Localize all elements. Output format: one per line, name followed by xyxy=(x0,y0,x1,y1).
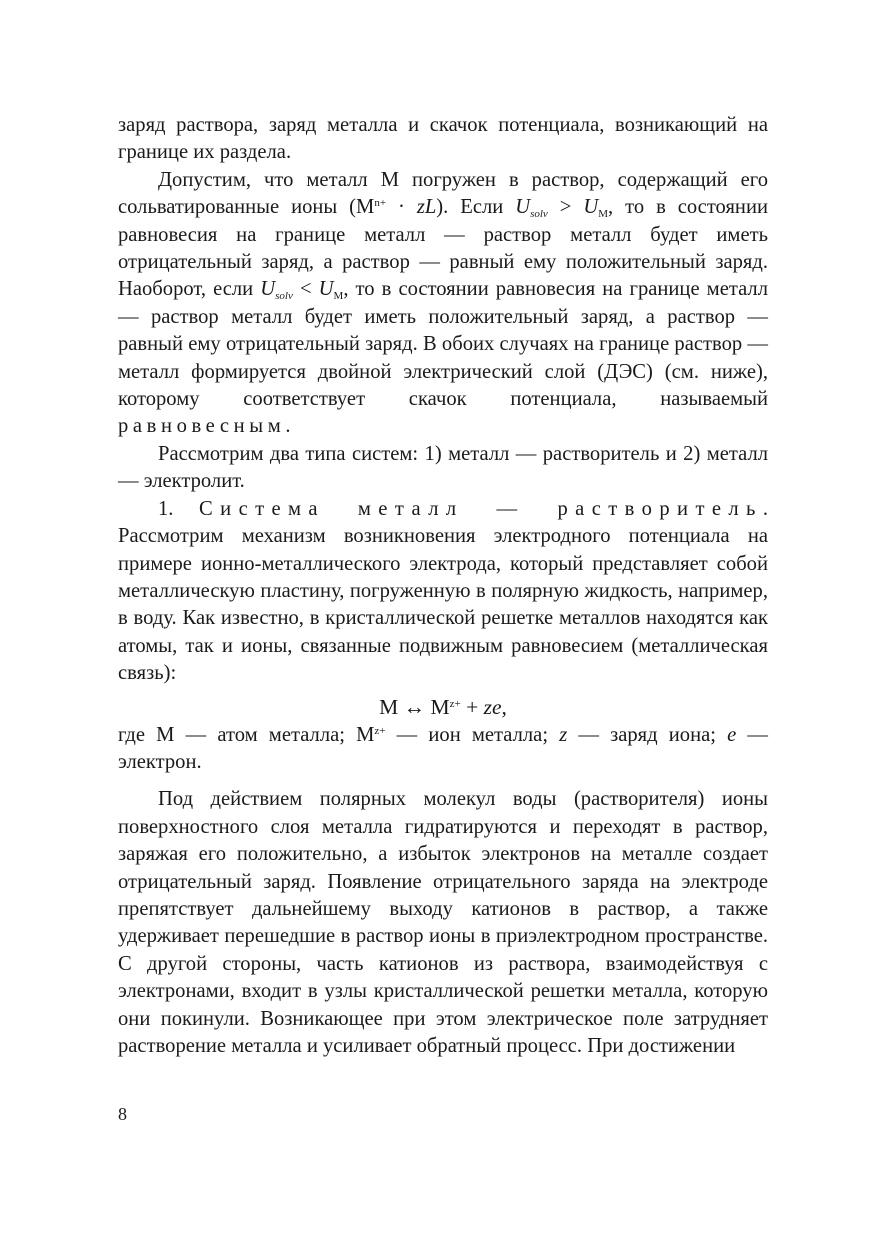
equation-part: М ↔ М xyxy=(379,694,450,719)
text-run: — электрон. xyxy=(118,723,769,773)
equation xyxy=(118,693,768,721)
text-run: > xyxy=(547,196,584,219)
section-heading: Система металл — растворитель xyxy=(199,497,763,520)
text-run: , то в состоянии равновесия на границе металл — раствор металл будет иметь отрицательный заряд, а раствор — равный ему положительный заряд. Наоборот, если xyxy=(118,196,768,301)
text-run: ). Если xyxy=(436,196,516,219)
section-number: 1. xyxy=(158,497,200,520)
italic-symbol: ze xyxy=(483,694,502,719)
italic-symbol: z xyxy=(559,723,568,746)
paragraph-3: Рассмотрим два типа систем: 1) металл — растворитель и 2) металл — электролит. xyxy=(118,442,768,493)
text-run: — заряд иона; xyxy=(567,723,728,746)
superscript: z+ xyxy=(374,724,386,737)
text-run: — ион металла; xyxy=(385,723,560,746)
paragraph-2 xyxy=(118,167,768,441)
text-run: · xyxy=(386,196,417,219)
equation-part: + xyxy=(460,694,484,719)
italic-symbol: e xyxy=(727,723,737,746)
superscript: n+ xyxy=(374,197,387,210)
subscript: solv xyxy=(530,208,548,221)
paragraph-5 xyxy=(118,722,768,777)
paragraph-4 xyxy=(118,496,768,688)
text-run: < xyxy=(292,278,319,301)
italic-symbol: zL xyxy=(416,196,437,219)
page-body xyxy=(118,112,768,1060)
italic-symbol: U xyxy=(260,278,276,301)
paragraph-6: Под действием полярных молекул воды (растворителя) ионы поверхностного слоя металла гидратируются и переходят в раствор, заряжая его положительно, а избыток электронов на металле создает отрицательный заряд. Появление отрицательного заряда на электроде препятствует дальнейшему выходу катионов в раствор, а также удерживает перешедшие в раствор ионы в приэлектродном пространстве. С другой стороны, часть катионов из раствора, взаимодействуя с электронами, входит в узлы кристаллической решетки металла, которую они покинули. Возникающее при этом электрическое поле затрудняет растворение металла и усиливает обратный процесс. При достижении xyxy=(118,788,768,1057)
text-run: . Рассмотрим механизм возникновения электродного потенциала на примере ионно-металлического электрода, который представляет собой металлическую пластину, погруженную в полярную жидкость, например, в воду. Как известно, в кристаллической решетке металлов находятся как атомы, так и ионы, связанные подвижным равновесием (металлическая связь): xyxy=(118,497,769,685)
text-run: . xyxy=(285,415,291,438)
superscript: z+ xyxy=(449,697,461,710)
italic-symbol: U xyxy=(583,196,599,219)
subscript: М xyxy=(333,290,344,303)
subscript: М xyxy=(598,208,608,221)
page-number: 8 xyxy=(118,1104,127,1124)
text-run: , то в состоянии равновесия на границе металл — раствор металл будет иметь положительный заряд, а раствор — равный ему отрицательный заряд. В обоих случаях на границе раствор — металл формируется двойной электрический слой (ДЭС) (см. ниже), которому соответствует скачок потенциала, называемый xyxy=(118,278,768,411)
text-run: Допустим, что металл М погружен в раствор, содержащий его сольватированные ионы (М xyxy=(118,168,768,219)
emphasized-term: равновесным xyxy=(118,415,286,438)
subscript: solv xyxy=(275,290,293,303)
italic-symbol: U xyxy=(318,278,334,301)
equation-part: , xyxy=(501,694,507,719)
paragraph-1: заряд раствора, заряд металла и скачок потенциала, возникающий на границе их раздела. xyxy=(118,114,768,164)
text-run: где М — атом металла; М xyxy=(118,723,375,746)
italic-symbol: U xyxy=(515,196,531,219)
